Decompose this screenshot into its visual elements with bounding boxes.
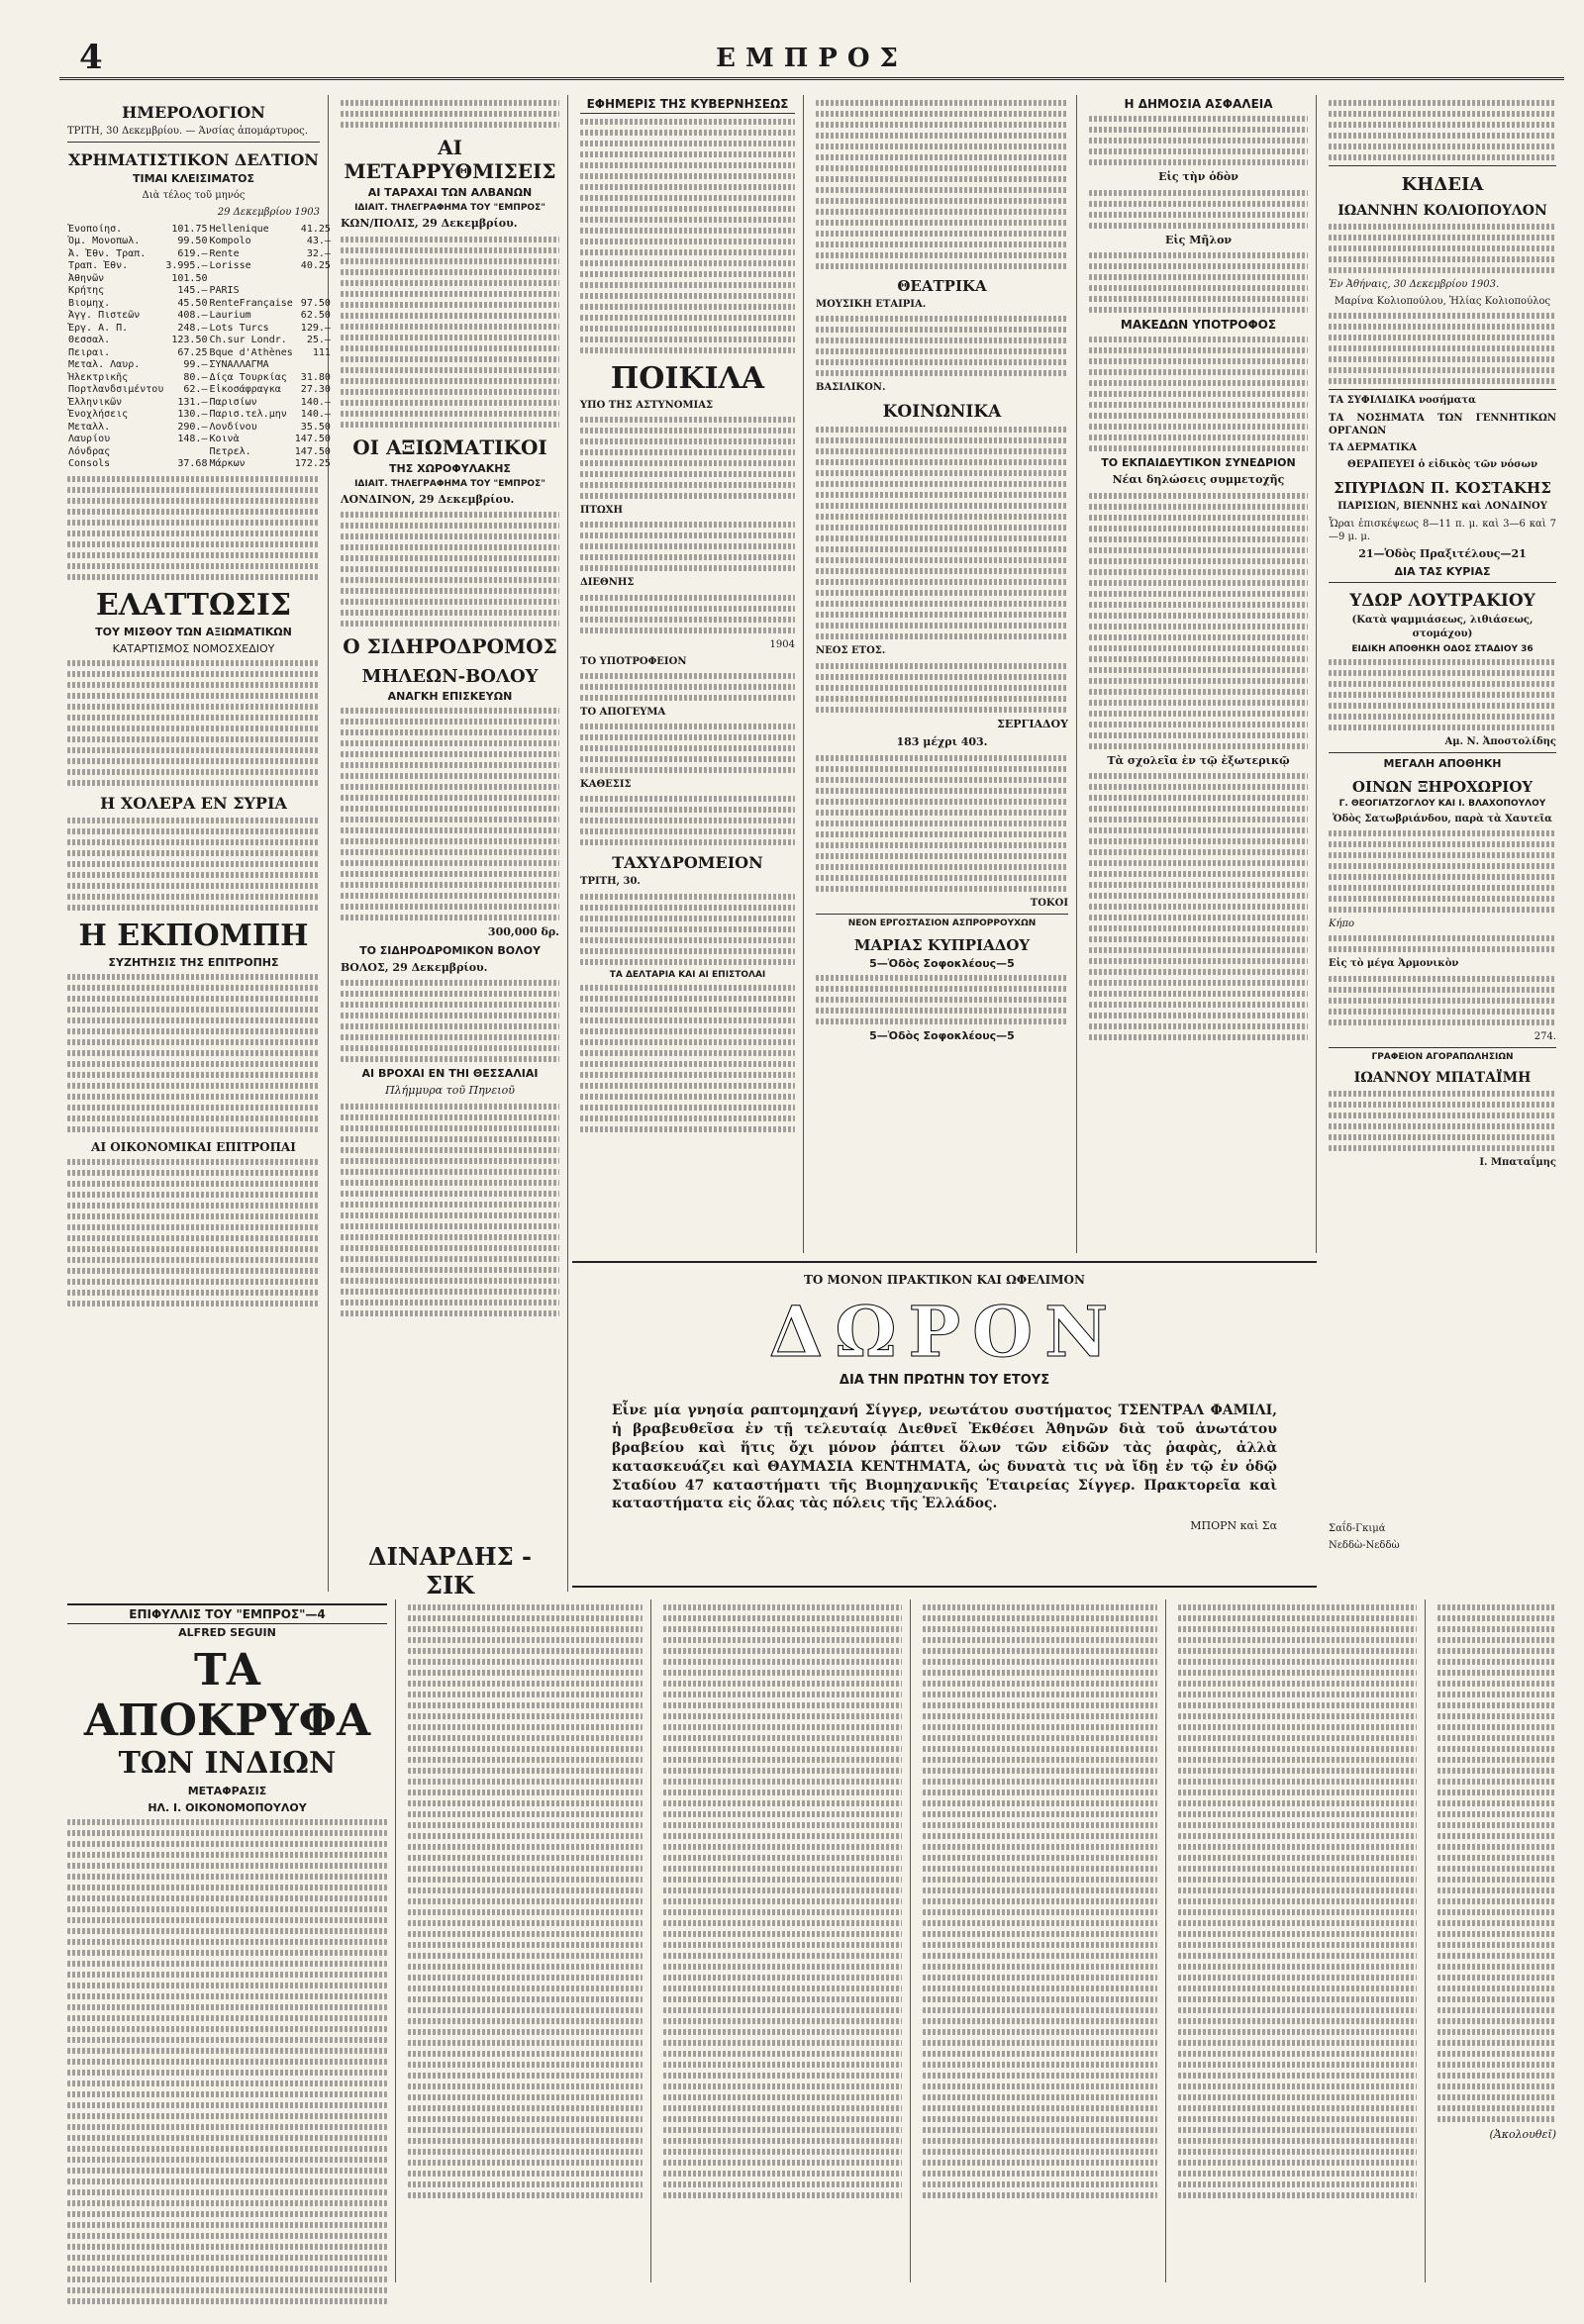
rate-name: Λαυρίου — [68, 434, 111, 445]
rate-name: Lots Turcs — [209, 322, 269, 334]
text-block — [580, 673, 795, 701]
rate-name: Rente — [209, 247, 240, 259]
rate-name: Ἑλληνικῶν — [68, 396, 123, 408]
rate-value: 67.25 — [177, 346, 208, 358]
ad-signature: ΜΠΟΡΝ καὶ Σα — [1190, 1519, 1277, 1533]
telegram-label: ΙΔΙΑΙΤ. ΤΗΛΕΓΡΑΦΗΜΑ ΤΟΥ "ΕΜΠΡΟΣ" — [354, 203, 545, 213]
serial-text-2 — [400, 1599, 651, 2282]
rate-value: 40.25 — [300, 260, 331, 272]
rate-name: Consols — [68, 458, 111, 470]
serial-text-3 — [655, 1599, 911, 2282]
rate-row — [67, 224, 332, 237]
rate-name: Λονδίνου — [209, 421, 257, 433]
rate-row — [67, 260, 332, 273]
rate-value: 32.— — [306, 247, 331, 259]
rate-value: 62.— — [183, 384, 208, 396]
rate-row — [67, 335, 332, 347]
rate-value: 99.— — [183, 359, 208, 371]
headline-makedon: ΜΑΚΕΔΩΝ ΥΠΟΤΡΟΦΟΣ — [1120, 318, 1277, 333]
headline-elattosis-sub2: ΚΑΤΑΡΤΙΣΜΟΣ ΝΟΜΟΣΧΕΔΙΟΥ — [112, 641, 275, 655]
text-block — [341, 1104, 559, 1316]
text-block — [580, 522, 795, 571]
calendar-title: ΗΜΕΡΟΛΟΓΙΟΝ — [122, 103, 265, 122]
column-4 — [808, 95, 1077, 1253]
bourse-date: 29 Δεκεμβρίου 1903 — [217, 207, 320, 219]
headline-grafeion: ΓΡΑΦΕΙΟΝ ΑΓΟΡΑΠΩΛΗΣΙΩΝ — [1371, 1051, 1514, 1062]
column-6 — [1321, 95, 1564, 1590]
loutrakiou-address: ΕΙΔΙΚΗ ΑΠΟΘΗΚΗ ΟΔΟΣ ΣΤΑΔΙΟΥ 36 — [1351, 643, 1534, 654]
text-block — [663, 1604, 902, 2198]
headline-synedrion-sub: Νέαι δηλώσεις συμμετοχῆς — [1112, 473, 1285, 487]
headline-axiomatikoi-sub: ΤΗΣ ΧΩΡΟΦΥΛΑΚΗΣ — [389, 461, 511, 475]
rate-name: Ἐνοχλήσεις — [68, 409, 129, 421]
rate-value: 130.— — [177, 409, 208, 421]
rate-name: Hellenique — [209, 223, 269, 235]
doctor-address: 21—Ὁδὸς Πραξιτέλους—21 — [1358, 546, 1527, 560]
rate-row — [67, 298, 332, 311]
rate-value: 101.75 — [171, 223, 208, 235]
amount-274: 274. — [1534, 1030, 1556, 1042]
loutrakiou-sub: (Κατὰ ψαμμιάσεως, λιθιάσεως, στομάχου) — [1351, 615, 1534, 639]
rate-value: 101.50 — [171, 272, 208, 284]
serial-text-4 — [915, 1599, 1166, 2282]
bourse-note: Διὰ τέλος τοῦ μηνός — [142, 190, 246, 202]
headline-elattosis: ΕΛΑΤΤΩΣΙΣ — [95, 587, 292, 623]
text-block — [580, 724, 795, 773]
headline-volos: ΤΟ ΣΙΔΗΡΟΔΡΟΜΙΚΟΝ ΒΟΛΟΥ — [359, 943, 541, 957]
rate-name: Lorisse — [209, 260, 251, 272]
column-3 — [572, 95, 804, 1253]
headline-cholera: Η ΧΟΛΕΡΑ ΕΝ ΣΥΡΙΑ — [100, 793, 287, 813]
rate-name: Ἀθηνῶν — [68, 272, 105, 284]
rate-row — [67, 446, 332, 459]
rate-name: Μάρκων — [209, 458, 246, 470]
rate-value: 248.— — [177, 322, 208, 334]
rate-name: Θεσσαλ. — [68, 335, 111, 346]
rate-name: Δίςα Τουρκίας — [209, 371, 287, 383]
rate-value — [164, 446, 208, 459]
ad-syfilitika: ΤΑ ΣΥΦΙΛΙΔΙΚΑ νοσήματα — [1329, 395, 1476, 407]
item-tokoi: ΤΟΚΟΙ — [1030, 897, 1068, 909]
rate-name: Ἐνοποίησ. — [68, 223, 123, 235]
subhead-milos: Εἰς Μῆλον — [1164, 233, 1233, 246]
headline-loutrakiou: ΥΔΩΡ ΛΟΥΤΡΑΚΙΟΥ — [1349, 591, 1535, 612]
rate-value: 3.995.— — [165, 260, 208, 272]
rate-value: 290.— — [177, 421, 208, 433]
item-sergiadou-amount: 183 μέχρι 403. — [896, 735, 988, 749]
said-name: Σαΐδ-Γκιμά — [1329, 1523, 1386, 1534]
headline-efimeris: ΕΦΗΜΕΡΙΣ ΤΗΣ ΚΥΒΕΡΝΗΣΕΩΣ — [580, 97, 795, 114]
rate-row — [67, 236, 332, 248]
serial-author: ALFRED SEGUIN — [178, 1626, 276, 1639]
text-block — [580, 417, 795, 499]
rate-name: Παρισ.τελ.μην — [209, 409, 287, 421]
dateline-kpolis: ΚΩΝ/ΠΟΛΙΣ, 29 Δεκεμβρίου. — [341, 217, 518, 230]
text-block — [1089, 493, 1308, 749]
text-block — [67, 476, 320, 580]
col1-footer — [59, 1522, 329, 1592]
dateline-triti: ΤΡΙΤΗ, 30. — [580, 876, 641, 888]
text-block — [1329, 976, 1556, 1025]
rate-name: Πειραι. — [68, 346, 111, 358]
kideia-name: ΙΩΑΝΝΗΝ ΚΟΛΙΟΠΟΥΛΟΝ — [1337, 203, 1547, 219]
headline-poikila: ΠΟΙΚΙΛΑ — [610, 361, 765, 396]
text-block — [816, 316, 1068, 376]
rate-row — [67, 273, 332, 286]
text-block — [580, 894, 795, 965]
apothiki-kiosk: Κήπο — [1329, 919, 1355, 930]
rate-name: Πετρελ. — [209, 445, 251, 457]
rate-value: 148.— — [177, 434, 208, 445]
text-block — [341, 100, 559, 128]
rate-row — [67, 397, 332, 410]
item-neos-etos: ΝΕΟΣ ΕΤΟΣ. — [816, 645, 886, 657]
rate-row — [67, 409, 332, 422]
item-vasilikon: ΒΑΣΙΛΙΚΟΝ. — [816, 382, 886, 394]
text-block — [67, 974, 320, 1132]
serial-translator: ΗΛ. Ι. ΟΙΚΟΝΟΜΟΠΟΥΛΟΥ — [148, 1801, 307, 1814]
item-ptochi: ΠΤΩΧΗ — [580, 505, 623, 517]
date-1904: 1904 — [769, 638, 795, 650]
headline-metarrythmiseis: ΑΙ ΜΕΤΑΡΡΥΘΜΙΣΕΙΣ — [344, 136, 556, 183]
rate-value: 408.— — [177, 310, 208, 322]
text-block — [67, 1159, 320, 1307]
telegram-label: ΙΔΙΑΙΤ. ΤΗΛΕΓΡΑΦΗΜΑ ΤΟΥ "ΕΜΠΡΟΣ" — [354, 478, 545, 489]
newspaper-title: ΕΜΠΡΟΣ — [716, 44, 908, 73]
apothiki-address: Ὁδὸς Σατωβριάνδου, παρὰ τὰ Χαυτεῖα — [1333, 813, 1552, 824]
serial-continued: (Ἀκολουθεῖ) — [1489, 2128, 1556, 2141]
serial-text-6 — [1430, 1599, 1564, 2282]
rate-row — [67, 384, 332, 397]
doctor-cities: ΠΑΡΙΣΙΩΝ, ΒΙΕΝΝΗΣ καὶ ΛΟΝΔΙΝΟΥ — [1337, 501, 1547, 513]
doctor-hours: Ὧραι ἐπισκέψεως 8—11 π. μ. καὶ 3—6 καὶ 7—9 μ. μ. — [1329, 518, 1556, 542]
text-block — [816, 975, 1068, 1024]
item-astynomia: ΥΠΟ ΤΗΣ ΑΣΤΥΝΟΜΙΑΣ — [580, 400, 714, 411]
headline-metarr-sub: ΑΙ ΤΑΡΑΧΑΙ ΤΩΝ ΑΛΒΑΝΩΝ — [367, 186, 533, 199]
rate-name: Λόνδρας — [68, 445, 111, 457]
headline-ergostasion-name: ΜΑΡΙΑΣ ΚΥΠΡΙΑΔΟΥ — [853, 935, 1031, 954]
headline-tachydromeion: ΤΑΧΥΔΡΟΜΕΙΟΝ — [612, 853, 763, 873]
headline-sidirodromos: Ο ΣΙΔΗΡΟΔΡΟΜΟΣ — [343, 634, 557, 659]
rate-row — [67, 359, 332, 372]
subhead-odos: Εἰς τὴν ὁδὸν — [1158, 170, 1238, 183]
rate-value: 45.50 — [177, 297, 208, 309]
rate-row — [67, 347, 332, 360]
headline-koinonika: ΚΟΙΝΩΝΙΚΑ — [882, 402, 1002, 423]
text-block — [1329, 1091, 1556, 1151]
rate-row — [67, 323, 332, 336]
rate-value: 140.— — [300, 409, 331, 421]
rate-value: 129.— — [300, 322, 331, 334]
rate-value: 62.50 — [300, 310, 331, 322]
kideia-date: Ἐν Ἀθήναις, 30 Δεκεμβρίου 1903. — [1329, 279, 1500, 290]
ad-body: Εἶνε μία γνησία ραπτομηχανή Σίγγερ, νεωτάτου συστήματος ΤΣΕΝΤΡΑΛ ΦΑΜΙΛΙ, ἡ βραβευθεῖσα ἐν τῇ τελευταίᾳ Διεθνεῖ Ἐκθέσει Ἀθηνῶν διὰ τοῦ ἀνωτάτου βραβείου καὶ ἥτις ὄχι μόνον ῥάπτει ὅλων τῶν εἰδῶν τὰς ῥαφὰς, ἀλλὰ κατασκευάζει καὶ ΘΑΥΜΑΣΙΑ ΚΕΝΤΗΜΑΤΑ, ὡς δυνατὰ τις νὰ ἴδῃ ἐν τῷ ἐν ὁδῷ Σταδίου 47 καταστήματι τῆς Βιομηχανικῆς Ἑταιρείας Σίγγερ. Πρακτορεῖα καὶ καταστήματα εἰς ὅλας τὰς πόλεις τῆς Ἑλλάδος. — [612, 1403, 1277, 1512]
rates-table — [67, 224, 332, 471]
dateline-londinon: ΛΟΝΔΙΝΟΝ, 29 Δεκεμβρίου. — [341, 492, 515, 506]
rate-value: 172.25 — [294, 458, 331, 470]
headline-axiomatikoi: ΟΙ ΑΞΙΩΜΑΤΙΚΟΙ — [352, 435, 547, 459]
rate-name: Ὁμ. Μονοπωλ. — [68, 236, 141, 247]
text-block — [1178, 1604, 1417, 2198]
grafeion-name: ΙΩΑΝΝΟΥ ΜΠΑΤΑΪΜΗ — [1353, 1069, 1532, 1086]
nedo-name: Νεδδὼ-Νεδδὼ — [1329, 1540, 1400, 1552]
item-mousiki: ΜΟΥΣΙΚΗ ΕΤΑΙΡΙΑ. — [816, 299, 927, 310]
serial-text-5 — [1170, 1599, 1426, 2282]
headline-vroxai-sub: Πλήμμυρα τοῦ Πηνειοῦ — [385, 1084, 515, 1098]
text-block — [580, 119, 795, 353]
headline-synedrion: ΤΟ ΕΚΠΑΙΔΕΥΤΙΚΟΝ ΣΥΝΕΔΡΙΟΝ — [1101, 456, 1296, 470]
text-block — [341, 980, 559, 1062]
rate-name: Ἐργ. Α. Π. — [68, 322, 129, 334]
masthead — [59, 18, 1564, 80]
text-block — [1437, 1604, 1556, 2122]
text-block — [816, 755, 1068, 892]
text-block — [67, 818, 320, 911]
ad-title: ΔΩΡΟΝ — [768, 1291, 1121, 1373]
rate-name: Bque d'Athènes — [209, 346, 293, 358]
apothiki-sub: ΟΙΝΩΝ ΞΗΡΟΧΩΡΙΟΥ — [1351, 777, 1534, 796]
dinardis-block — [333, 1522, 568, 1599]
text-block — [1089, 252, 1308, 313]
headline-elattosis-sub: ΤΟΥ ΜΙΣΘΟΥ ΤΩΝ ΑΞΙΩΜΑΤΙΚΩΝ — [95, 625, 292, 638]
rate-value — [294, 285, 332, 298]
text-block — [816, 663, 1068, 713]
amount-300000: 300,000 δρ. — [487, 925, 559, 939]
rate-value: 111 — [312, 346, 331, 358]
rate-name: Kompolo — [209, 236, 251, 247]
text-block — [1329, 224, 1556, 273]
rate-value: 619.— — [177, 247, 208, 259]
text-block — [816, 100, 1068, 269]
headline-ergostasion: ΝΕΟΝ ΕΡΓΟΣΤΑΣΙΟΝ ΑΣΠΡΟΡΡΟΥΧΩΝ — [847, 918, 1037, 928]
page-number: 4 — [79, 38, 103, 77]
text-block — [1329, 935, 1556, 952]
headline-deltaria: ΤΑ ΔΕΛΤΑΡΙΑ ΚΑΙ ΑΙ ΕΠΙΣΤΟΛΑΙ — [609, 969, 766, 980]
col6-footer — [1321, 1522, 1564, 1592]
serial-title-1: ΤΑ ΑΠΟΚΡΥΦΑ — [83, 1645, 371, 1746]
item-apogevma: ΤΟ ΑΠΟΓΕΥΜΑ — [580, 706, 666, 718]
text-block — [1089, 116, 1308, 165]
text-block — [67, 660, 320, 786]
text-block — [1329, 659, 1556, 730]
singer-advertisement — [572, 1261, 1317, 1588]
doctor-ladies: ΔΙΑ ΤΑΣ ΚΥΡΙΑΣ — [1394, 565, 1491, 579]
rate-name: Πορτλανδσιμέντου — [68, 384, 164, 396]
rate-name: Βιομηχ. — [68, 297, 111, 309]
rate-name — [208, 273, 293, 286]
text-block — [580, 985, 795, 1132]
item-kathesis: ΚΑΘΕΣΙΣ — [580, 779, 632, 791]
headline-vroxai: ΑΙ ΒΡΟΧΑΙ ΕΝ ΤΗΙ ΘΕΣΣΑΛΙΑΙ — [361, 1067, 539, 1081]
item-diethnis: ΔΙΕΘΝΗΣ — [580, 577, 635, 589]
subhead-scholeia: Τὰ σχολεῖα ἐν τῷ ἐξωτερικῷ — [1107, 753, 1290, 767]
rate-value: 41.25 — [300, 223, 331, 235]
rate-name: Τραπ. Ἐθν. — [68, 260, 129, 272]
column-1 — [59, 95, 329, 1590]
rate-value: 37.68 — [177, 458, 208, 470]
rate-name: Μεταλλ. — [68, 421, 111, 433]
serial-translation: ΜΕΤΑΦΡΑΣΙΣ — [187, 1785, 267, 1797]
column-2 — [333, 95, 568, 1590]
rate-row — [67, 434, 332, 446]
headline-dinardis: ΔΙΝΑΡΔΗΣ - ΣΙΚ — [367, 1542, 533, 1599]
serial-column — [59, 1599, 396, 2282]
rate-value: 147.50 — [294, 445, 331, 457]
rate-name: ΣΥΝΑΛΛΑΓΜΑ — [209, 359, 269, 371]
rate-name: Κρήτης — [68, 285, 105, 297]
rate-row — [67, 372, 332, 385]
headline-kideia: ΚΗΔΕΙΑ — [1401, 174, 1484, 195]
rate-value: 31.80 — [300, 371, 331, 383]
rate-name: PARIS — [209, 285, 240, 297]
rate-row — [67, 422, 332, 435]
newspaper-page — [59, 18, 1564, 2304]
ergostasion-address: 5—Ὁδὸς Σοφοκλέους—5 — [869, 956, 1015, 970]
text-block — [923, 1604, 1157, 2198]
rate-value — [294, 273, 332, 286]
rate-name: Ἀ. Ἐθν. Τραπ. — [68, 247, 147, 259]
rate-value: 25.— — [306, 335, 331, 346]
rate-value: 147.50 — [294, 434, 331, 445]
text-block — [341, 708, 559, 920]
grafeion-signature: Ι. Μπαταΐμης — [1479, 1156, 1556, 1168]
text-block — [1089, 337, 1308, 451]
rate-value: 97.50 — [300, 297, 331, 309]
text-block — [1089, 190, 1308, 229]
rate-name: Παρισίων — [209, 396, 257, 408]
text-block — [580, 595, 795, 633]
ad-harmonikon: Εἰς τὸ μέγα Ἀρμονικὸν — [1329, 958, 1459, 970]
serial-header: ΕΠΙΦΥΛΛΙΣ ΤΟΥ "ΕΜΠΡΟΣ"—4 — [67, 1603, 387, 1624]
column-5 — [1081, 95, 1317, 1253]
rate-name: Μεταλ. Λαυρ. — [68, 359, 141, 371]
headline-apothiki: ΜΕΓΑΛΗ ΑΠΟΘΗΚΗ — [1383, 756, 1502, 770]
bourse-subtitle: ΤΙΜΑΙ ΚΛΕΙΣΙΜΑΤΟΣ — [132, 172, 255, 186]
loutrakiou-signature: Αμ. Ν. Ἀποστολίδης — [1444, 735, 1556, 747]
doctor-name: ΣΠΥΡΙΔΩΝ Π. ΚΟΣΤΑΚΗΣ — [1334, 479, 1551, 498]
rate-name: Ἡλεκτρικῆς — [68, 371, 129, 383]
text-block — [1089, 773, 1308, 1040]
rate-name: Ch.sur Londr. — [209, 335, 287, 346]
bourse-title: ΧΡΗΜΑΤΙΣΤΙΚΟΝ ΔΕΛΤΙΟΝ — [68, 150, 319, 170]
rate-row — [67, 310, 332, 323]
rate-name: Κοινὰ — [209, 434, 240, 445]
rate-row — [67, 285, 332, 298]
rate-value: 131.— — [177, 396, 208, 408]
text-block — [341, 237, 559, 428]
serial-title-2: ΤΩΝ ΙΝΔΙΩΝ — [118, 1746, 337, 1781]
rate-value: 35.50 — [300, 421, 331, 433]
rate-name: Ἀγγ. Πιστεῶν — [68, 310, 141, 322]
rate-value: 80.— — [183, 371, 208, 383]
rate-value: 123.50 — [171, 335, 208, 346]
text-block — [1329, 313, 1556, 384]
dateline-volos: ΒΟΛΟΣ, 29 Δεκεμβρίου. — [341, 960, 488, 974]
ad-gennitikon: ΤΑ ΝΟΣΗΜΑΤΑ ΤΩΝ ΓΕΝΝΗΤΙΚΩΝ ΟΡΓΑΝΩΝ — [1329, 412, 1556, 436]
ad-dermatika: ΤΑ ΔΕΡΜΑΤΙΚΑ — [1329, 441, 1417, 453]
rate-value: 145.— — [177, 285, 208, 297]
kideia-family: Μαρίνα Κολιοπούλου, Ἠλίας Κολιοπούλος — [1334, 296, 1551, 308]
rate-value: 140.— — [300, 396, 331, 408]
rate-name: Laurium — [209, 310, 251, 322]
ergostasion-address-2: 5—Ὁδὸς Σοφοκλέους—5 — [869, 1028, 1015, 1042]
headline-ekpompi-sub: ΣΥΖΗΤΗΣΙΣ ΤΗΣ ΕΠΙΤΡΟΠΗΣ — [108, 955, 279, 969]
rate-row — [67, 458, 332, 471]
ad-subtitle: ΔΙΑ ΤΗΝ ΠΡΩΤΗΝ ΤΟΥ ΕΤΟΥΣ — [839, 1373, 1050, 1388]
headline-asfaleia: Η ΔΗΜΟΣΙΑ ΑΣΦΑΛΕΙΑ — [1124, 97, 1273, 111]
text-block — [816, 427, 1068, 639]
text-block — [67, 1819, 387, 2304]
text-block — [1329, 830, 1556, 913]
text-block — [1329, 100, 1556, 160]
headline-oikonomikoi: ΑΙ ΟΙΚΟΝΟΜΙΚΑΙ ΕΠΙΤΡΟΠΑΙ — [91, 1139, 296, 1154]
item-sergiadou: ΣΕΡΓΙΑΔΟΥ — [997, 717, 1068, 730]
text-block — [341, 512, 559, 627]
ad-therapevei: ΘΕΡΑΠΕΥΕΙ ὁ εἰδικὸς τῶν νόσων — [1346, 459, 1538, 471]
rate-name: Εἰκοσάφραγκα — [209, 384, 281, 396]
item-ypotrofeion: ΤΟ ΥΠΟΤΡΟΦΕΙΟΝ — [580, 655, 687, 667]
text-block — [580, 796, 795, 845]
rate-value: 43.— — [306, 236, 331, 247]
apothiki-names: Γ. ΘΕΟΓΙΑΤΖΟΓΛΟΥ ΚΑΙ Ι. ΒΛΑΧΟΠΟΥΛΟΥ — [1338, 798, 1546, 809]
rate-value — [294, 359, 332, 372]
text-block — [408, 1604, 643, 2198]
headline-sidirodromos-sub2: ΑΝΑΓΚΗ ΕΠΙΣΚΕΥΩΝ — [387, 690, 513, 704]
ad-kicker: ΤΟ ΜΟΝΟΝ ΠΡΑΚΤΙΚΟΝ ΚΑΙ ΩΦΕΛΙΜΟΝ — [804, 1273, 1085, 1287]
rate-row — [67, 248, 332, 261]
rate-value: 99.50 — [177, 236, 208, 247]
headline-sidirodromos-sub: ΜΗΛΕΩΝ-ΒΟΛΟΥ — [361, 666, 539, 688]
rate-value: 27.30 — [300, 384, 331, 396]
calendar-date: ΤΡΙΤΗ, 30 Δεκεμβρίου. — Άνσίας ἀπομάρτυρος. — [67, 126, 308, 137]
headline-theatrika: ΘΕΑΤΡΙΚΑ — [897, 277, 987, 295]
headline-ekpompi: Η ΕΚΠΟΜΠΗ — [78, 918, 309, 953]
rate-name: RenteFrançaise — [209, 297, 293, 309]
